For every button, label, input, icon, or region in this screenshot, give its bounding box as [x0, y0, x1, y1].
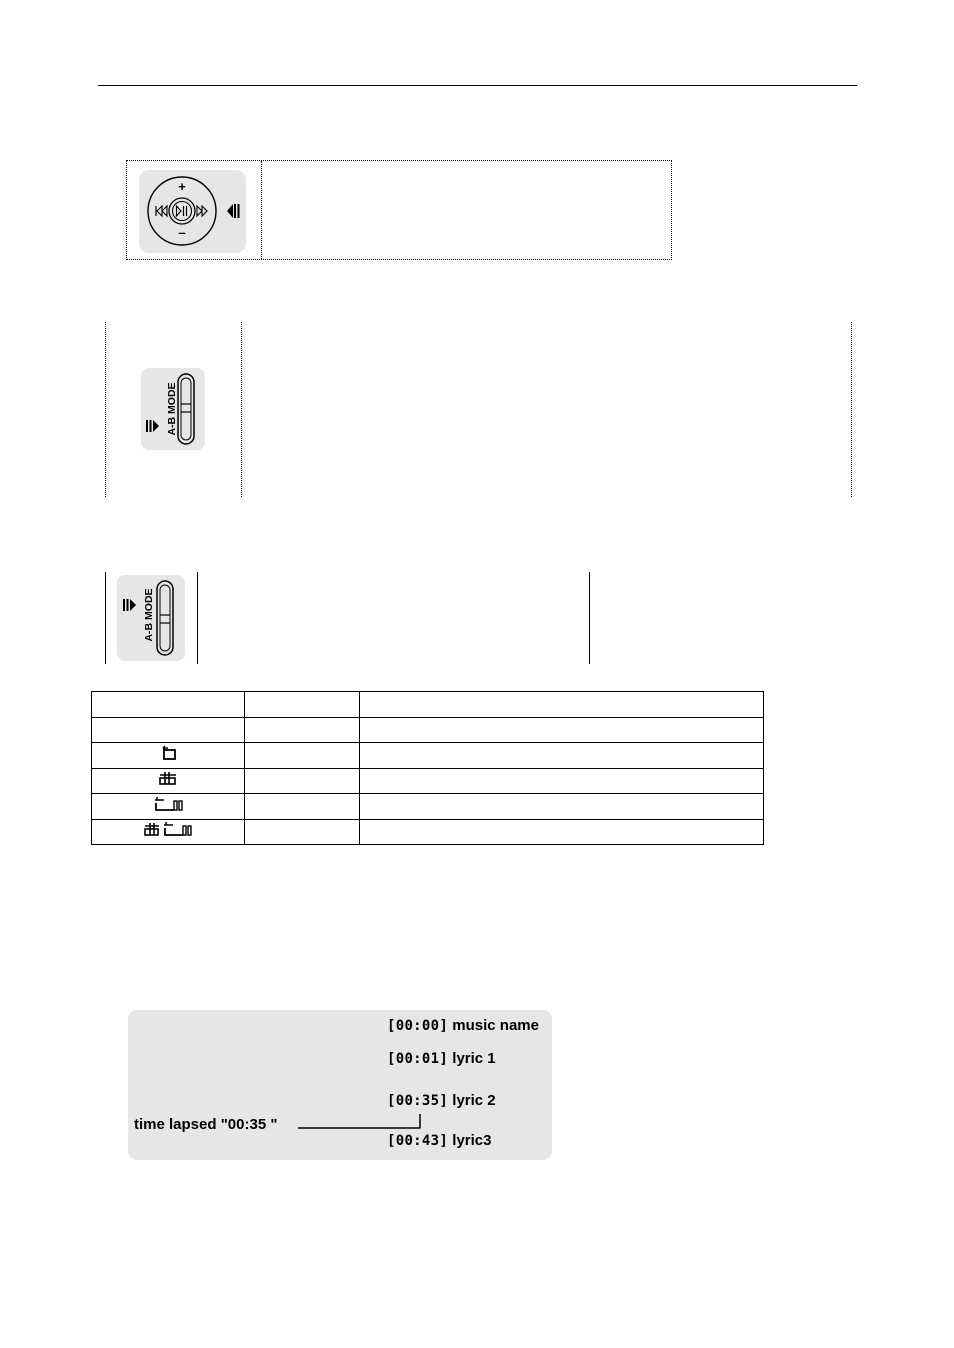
lyric-timestamp: [00:35]	[387, 1093, 449, 1109]
table-cell	[245, 717, 360, 743]
ab-mode-switch-card-2	[117, 575, 185, 661]
lyric-timestamp: [00:00]	[387, 1018, 449, 1034]
ab-mode-switch-icon	[141, 368, 205, 450]
lyric-text: lyric 1	[452, 1050, 496, 1067]
callout-border-left	[105, 322, 106, 497]
table-cell	[92, 794, 245, 820]
callout-border-right	[589, 572, 590, 664]
repeat-b-icon	[152, 796, 184, 812]
wheel-minus-label: –	[178, 225, 186, 240]
callout-divider	[197, 572, 198, 664]
callout-border-right	[851, 322, 852, 497]
lyric-line	[387, 1017, 539, 1034]
table-cell	[360, 692, 764, 718]
table-cell	[92, 743, 245, 769]
table-cell	[360, 717, 764, 743]
table-cell	[245, 819, 360, 845]
table-cell	[245, 794, 360, 820]
callout-divider	[261, 161, 262, 259]
callout-divider	[241, 322, 242, 497]
header-rule	[98, 85, 857, 86]
repeat-ab-start-icon	[157, 770, 179, 786]
ab-mode-switch-card	[141, 368, 205, 450]
table-row	[92, 819, 764, 845]
repeat-ab-icon	[143, 821, 193, 837]
table-cell	[92, 717, 245, 743]
lyric-line	[387, 1050, 496, 1067]
table-cell	[245, 768, 360, 794]
table-cell	[92, 692, 245, 718]
table-row	[92, 717, 764, 743]
table-cell	[245, 692, 360, 718]
repeat-mode-table	[91, 691, 764, 845]
nav-wheel-icon	[139, 170, 246, 253]
table-row	[92, 768, 764, 794]
time-lapsed-label: time lapsed "00:35 "	[134, 1116, 278, 1133]
table-cell	[360, 768, 764, 794]
wheel-plus-label: +	[178, 179, 186, 194]
callout-border-left	[105, 572, 106, 664]
table-cell	[360, 743, 764, 769]
table-row	[92, 794, 764, 820]
lyric-text: lyric 2	[452, 1092, 496, 1109]
table-cell	[245, 743, 360, 769]
table-row	[92, 743, 764, 769]
repeat-a-icon	[158, 745, 178, 761]
lyric-timestamp: [00:43]	[387, 1133, 449, 1149]
lyric-text: music name	[452, 1017, 539, 1034]
lyric-text: lyric3	[452, 1132, 492, 1149]
table-cell	[360, 819, 764, 845]
pointer-connector-line	[295, 1110, 425, 1134]
wheel-image-card	[139, 170, 246, 253]
table-cell	[92, 819, 245, 845]
table-row	[92, 692, 764, 718]
ab-mode-switch-icon	[117, 575, 185, 661]
table-cell	[92, 768, 245, 794]
ab-mode-label: A-B MODE	[166, 382, 178, 436]
table-cell	[360, 794, 764, 820]
lyric-line	[387, 1092, 496, 1109]
lyric-line	[387, 1132, 491, 1149]
ab-mode-label: A-B MODE	[143, 588, 155, 642]
lyric-timestamp: [00:01]	[387, 1051, 449, 1067]
